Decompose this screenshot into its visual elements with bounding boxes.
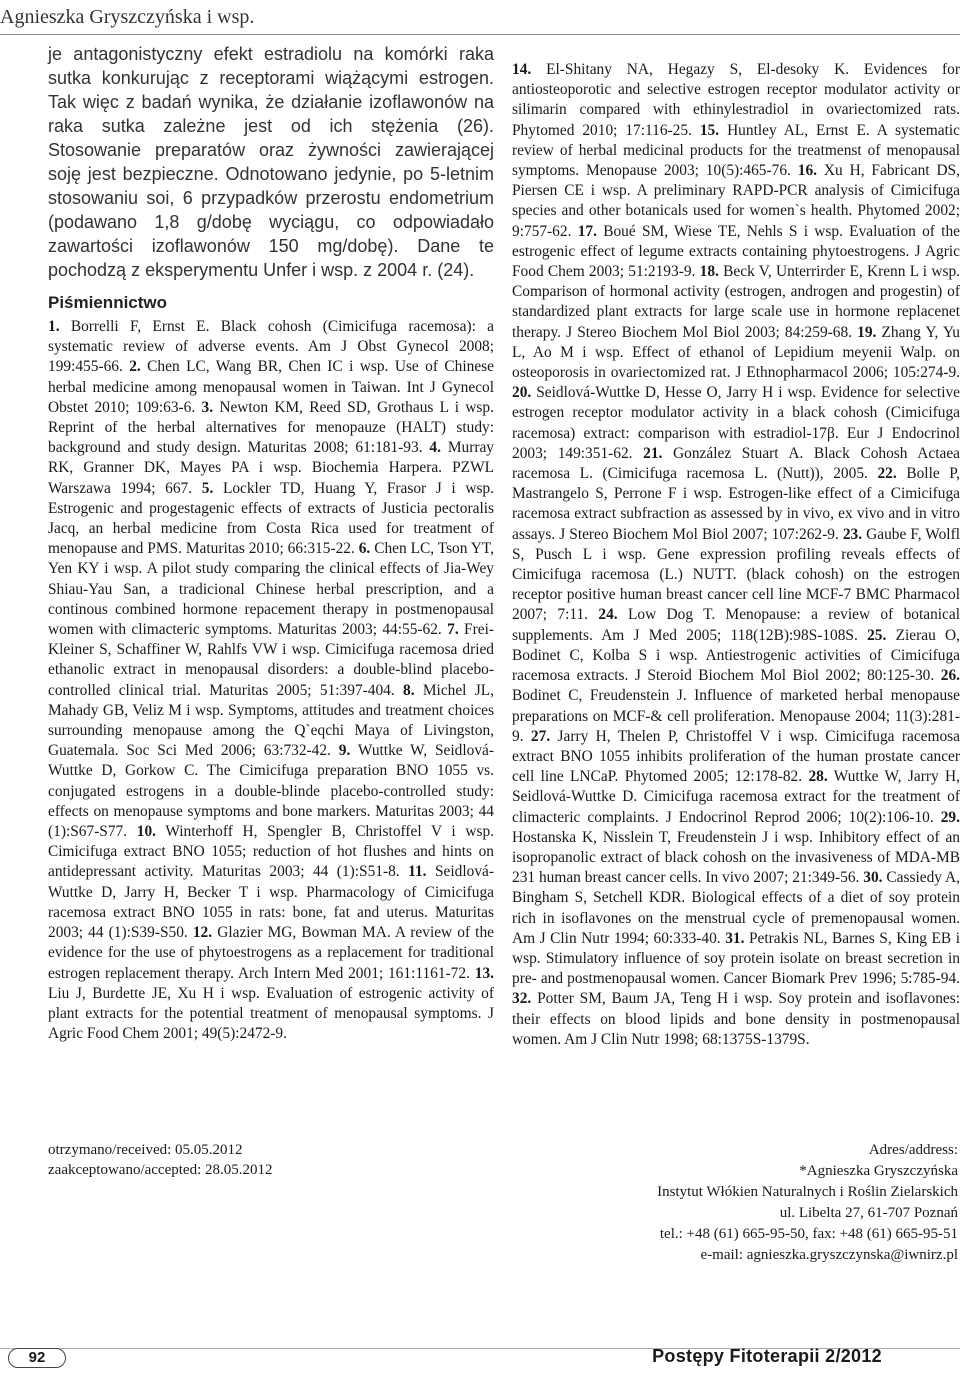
reference-text: Frei-Kleiner S, Schaffiner W, Rahlfs VW i wsp. Cimicifuga racemosa dried ethanolic extract in menopausal disorders: a double-blind placebo-controlled clinical trial. Maturitas 2005; 51:397-404.	[48, 621, 494, 699]
reference-text: Cassiedy A, Bingham S, Setchell KDR. Biological effects of a diet of soy protein rich in isoflavones on the menstrual cycle of premenopausal women. Am J Clin Nutr 1994; 60:333-40.	[512, 869, 960, 947]
reference-number: 24.	[598, 606, 618, 624]
reference-number: 31.	[725, 929, 745, 947]
reference-text: Zierau O, Bodinet C, Kolba S i wsp. Antiestrogenic activities of Cimicifuga racemosa extracts. J Steroid Biochem Mol Biol 2002; 80:125-30.	[512, 626, 960, 685]
reference-number: 7.	[447, 621, 459, 639]
reference-number: 17.	[577, 222, 597, 240]
reference-number: 14.	[512, 61, 532, 78]
reference-text: Liu J, Burdette JE, Xu H i wsp. Evaluation of estrogenic activity of plant extracts for the potential treatment of menopausal symptoms. J Agric Food Chem 2001; 49(5):2472-9.	[48, 984, 494, 1043]
reference-number: 4.	[429, 439, 441, 457]
reference-number: 3.	[201, 398, 214, 416]
reference-number: 9.	[338, 742, 351, 760]
reference-text: Petrakis NL, Barnes S, King EB i wsp. Stimulatory influence of soy protein isolate on breast secretion in pre- and postmenopausal women. Cancer Biomark Prev 1996; 5:785-94.	[512, 929, 960, 988]
address-phone: tel.: +48 (61) 665-95-50, fax: +48 (61) 665-95-51	[659, 1226, 958, 1242]
right-column	[512, 60, 960, 1050]
reference-text: Boué SM, Wiese TE, Nehls S i wsp. Evaluation of the estrogenic effect of legume extracts containing phytoestrogens. J Agric Food Chem 2003; 51:2193-9.	[512, 222, 960, 281]
reference-text: Xu H, Fabricant DS, Piersen CE i wsp. A preliminary RAPD-PCR analysis of Cimicifuga species and other botanicals used for women`s health. Phytomed 2002; 9:757-62.	[512, 162, 960, 240]
reference-number: 1.	[48, 318, 60, 335]
correspondence-address	[498, 1140, 958, 1266]
reference-text: Huntley AL, Ernst E. A systematic review of herbal medicinal products for the treatmenst of menopausal symptoms. Menopause 2003; 10(5):465-76.	[512, 121, 960, 180]
reference-text: Zhang Y, Yu L, Ao M i wsp. Effect of ethanol of Lepidium meyenii Walp. on osteoporosis in ovariectomized rat. J Ethnopharmacol 2006; 105:274-9.	[512, 323, 960, 382]
address-institute: Instytut Włókien Naturalnych i Roślin Zielarskich	[657, 1184, 958, 1200]
reference-text: Michel JL, Mahady GB, Veliz M i wsp. Symptoms, attitudes and treatment choices surrounding menopause among the Q`eqchi Maya of Livingston, Guatemala. Soc Sci Med 2006; 63:732-42.	[48, 681, 494, 760]
reference-text: Glazier MG, Bowman MA. A review of the evidence for the use of phytoestrogens as a replacement for traditional estrogen replacement therapy. Arch Intern Med 2001; 161:1161-72.	[48, 924, 494, 982]
reference-number: 8.	[403, 681, 415, 699]
reference-number: 27.	[530, 727, 551, 745]
reference-number: 11.	[408, 863, 427, 881]
reference-text: Lockler TD, Huang Y, Frasor J i wsp. Estrogenic and progestagenic effects of extracts of Justicia pectoralis Jacq, an herbal medicine from Costa Rica used for treatment of menopause and PMS. Maturitas 2010; 66:315-22.	[48, 479, 494, 558]
reference-number: 23.	[842, 525, 863, 543]
page-number: 92	[8, 1348, 66, 1368]
reference-number: 30.	[863, 869, 883, 887]
reference-number: 5.	[201, 479, 214, 497]
reference-text: Hostanska K, Nisslein T, Freudenstein J i wsp. Inhibitory effect of an isopropanolic extract of black cohosh on the invasiveness of MDA-MB 231 human breast cancer cells. In vivo 2007; 21:349-56.	[512, 828, 960, 887]
reference-text: Low Dog T. Menopause: a review of botanical supplements. Am J Med 2005; 118(12B):98S-108S.	[512, 606, 960, 644]
reference-text: Potter SM, Baum JA, Teng H i wsp. Soy protein and isoflavones: their effects on blood lipids and bone density in postmenopausal women. Am J Clin Nutr 1998; 68:1375S-1379S.	[512, 990, 960, 1048]
reference-text: Seidlová-Wuttke D, Jarry H, Becker T i wsp. Pharmacology of Cimicifuga racemosa extract BNO 1055 in rats: bone, fat and uterus. Maturitas 2003; 44 (1):S39-S50.	[48, 863, 494, 942]
reference-number: 13.	[474, 964, 494, 982]
running-header: Agnieszka Gryszczyńska i wsp.	[0, 6, 255, 28]
reference-text: Borrelli F, Ernst E. Black cohosh (Cimicifuga racemosa): a systematic review of adverse events. Am J Obst Gynecol 2008; 199:455-66.	[48, 318, 494, 376]
reference-number: 12.	[192, 924, 213, 942]
reference-number: 19.	[857, 323, 877, 341]
reference-text: Bolle P, Mastrangelo S, Perrone F i wsp. Estrogen-like effect of a Cimicifuga racemosa extract subfraction as assessed by in vivo, ex vivo and in vitro assays. J Stereo Biochem Mol Biol 2007; 107:262-9.	[512, 465, 960, 543]
reference-number: 21.	[643, 444, 663, 462]
reference-text: Bodinet C, Freudenstein J. Influence of marketed herbal menopause preparations on MCF-& cell proliferation. Menopause 2004; 11(3):281-9.	[512, 687, 960, 745]
reference-text: El-Shitany NA, Hegazy S, El-desoky K. Evidences for antiosteoporotic and selective estrogen receptor modulator activity or silimarin compared with ethinylestradiol in ovariectomized rats. Phytomed 2010; 17:116-25.	[512, 61, 960, 139]
reference-text: Jarry H, Thelen P, Christoffel V i wsp. Cimicifuga racemosa extract BNO 1055 inhibits proliferation of the human prostate cancer cell line LNCaP. Phytomed 2005; 12:178-82.	[512, 727, 960, 786]
reference-number: 15.	[699, 121, 720, 139]
received-date: otrzymano/received: 05.05.2012	[48, 1142, 243, 1158]
left-column	[48, 42, 494, 1044]
reference-text: Gaube F, Wolfl S, Pusch L i wsp. Gene expression profiling reveals effects of Cimicifuga racemosa (L.) NUTT. (black cohosh) on the estrogen receptor positive human breast cancer cell line MCF-7 BMC Pharmacol 2007; 7:11.	[512, 525, 960, 624]
reference-number: 29.	[940, 808, 960, 826]
reference-text: Beck V, Unterrirder E, Krenn L i wsp. Comparison of hormonal activity (estrogen, androgen and progestin) of standardized plant extracts for large scale use in hormone replacenet therapy. J Stereo Biochem Mol Biol 2003; 84:259-68.	[512, 263, 960, 341]
reference-text: Murray RK, Granner DK, Mayes PA i wsp. Biochemia Harpera. PZWL Warszawa 1994; 667.	[48, 439, 494, 497]
reference-text: Winterhoff H, Spengler B, Christoffel V i wsp. Cimicifuga extract BNO 1055; reduction of hot flushes and hints on antidepressant activity. Maturitas 2003; 44 (1):S51-8.	[48, 823, 494, 881]
reference-text: Chen LC, Wang BR, Chen IC i wsp. Use of Chinese herbal medicine among menopausal women in Taiwan. Int J Gynecol Obstet 2010; 109:63-6.	[48, 358, 494, 416]
reference-text: González Stuart A. Black Cohosh Actaea racemosa L. (Cimicifuga racemosa L. (Nutt)), 2005.	[512, 444, 960, 483]
manuscript-dates	[48, 1140, 273, 1180]
references-left	[48, 317, 494, 1044]
address-name: *Agnieszka Gryszczyńska	[799, 1163, 958, 1179]
header-rule	[0, 34, 960, 35]
address-label: Adres/address:	[868, 1142, 958, 1158]
reference-number: 26.	[940, 667, 960, 685]
reference-text: Newton KM, Reed SD, Grothaus L i wsp. Reprint of the herbal alternatives for menopauze (HALT) study: background and study design. Maturitas 2008; 61:181-93.	[48, 398, 494, 457]
reference-number: 22.	[877, 465, 897, 483]
reference-text: Chen LC, Tson YT, Yen KY i wsp. A pilot study comparing the clinical effects of Jia-Wey Shiau-Yau San, a tradicional Chinese herbal prescription, and a continous combined hormone repacement therapy in postmenopausal women with climacteric symptoms. Maturitas 2003; 44:55-62.	[48, 540, 495, 639]
references-heading: Piśmiennictwo	[48, 293, 168, 312]
reference-number: 20.	[512, 384, 532, 402]
reference-number: 16.	[797, 162, 817, 180]
accepted-date: zaakceptowano/accepted: 28.05.2012	[48, 1162, 273, 1178]
reference-number: 18.	[699, 263, 719, 281]
reference-number: 32.	[512, 990, 532, 1008]
address-email: e-mail: agnieszka.gryszczynska@iwnirz.pl	[700, 1247, 958, 1263]
reference-text: Wuttke W, Seidlová-Wuttke D, Gorkow C. The Cimicifuga preparation BNO 1055 vs. conjugated estrogens in a double-blinde placebo-controlled study: effects on menopause symptoms and bone markers. Maturitas 2003; 44 (1):S67-S77.	[48, 742, 494, 841]
reference-number: 6.	[358, 540, 371, 558]
address-street: ul. Libelta 27, 61-707 Poznań	[779, 1205, 958, 1221]
references-right	[512, 60, 960, 1050]
reference-number: 25.	[867, 626, 887, 644]
journal-title: Postępy Fitoterapii 2/2012	[652, 1346, 882, 1366]
reference-number: 2.	[129, 358, 141, 376]
intro-paragraph: je antagonistyczny efekt estradiolu na komórki raka sutka konkurując z receptorami wiążącymi estrogen. Tak więc z badań wynika, że działanie izoflawonów na raka sutka zależne jest od ich stężenia (26). Stosowanie preparatów oraz żywności zawierającej soję jest bezpieczne. Odnotowano jedynie, po 5-letnim stosowaniu soi, 6 przypadków przerostu endometrium (podawano 1,8 g/dobę wyciągu, co odpowiadało zawartości izoflawonów 150 mg/dobę). Dane te pochodzą z eksperymentu Unfer i wsp. z 2004 r. (24).	[48, 44, 494, 280]
reference-number: 28.	[808, 768, 828, 786]
reference-number: 10.	[136, 823, 156, 841]
reference-text: Seidlová-Wuttke D, Hesse O, Jarry H i wsp. Evidence for selective estrogen receptor modulator activity in a black cohosh (Cimicifuga racemosa) extract: comparison with estradiol-17β. Eur J Endocrinol 2003; 149:351-62.	[512, 384, 960, 462]
reference-text: Wuttke W, Jarry H, Seidlová-Wuttke D. Cimicifuga racemosa extract for the treatment of climacteric complaints. J Endocrinol Reprod 2006; 10(2):106-10.	[512, 768, 960, 826]
